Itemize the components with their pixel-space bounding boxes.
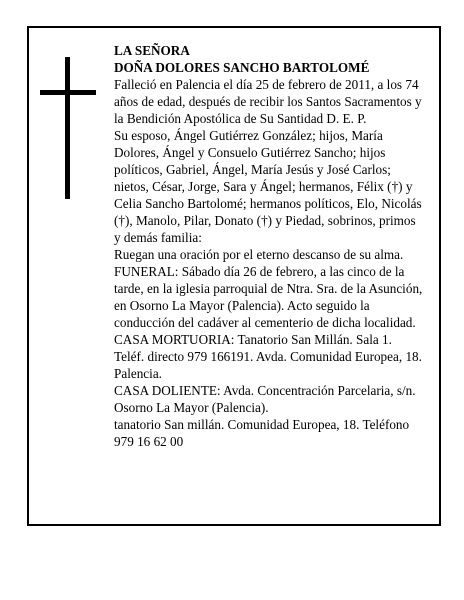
funeral-info: FUNERAL: Sábado día 26 de febrero, a las cinco de la tarde, en la iglesia parroquial de Ntra. Sra. de la Asunción, en Osorno La Mayor (Palencia). Acto seguido la conducción del cadáver al cementerio de dicha localidad.: [114, 264, 423, 330]
contact-info: tanatorio San millán. Comunidad Europea, 18. Teléfono 979 16 62 00: [114, 417, 410, 449]
mortuary-info: CASA MORTUORIA: Tanatorio San Millán. Sala 1. Teléf. directo 979 166191. Avda. Comunidad Europea, 18. Palencia.: [114, 332, 422, 381]
obituary-frame: [27, 26, 441, 526]
family-list: Su esposo, Ángel Gutiérrez González; hijos, María Dolores, Ángel y Consuelo Gutiérrez Sancho; hijos políticos, Gabriel, Ángel, María Jesús y José Carlos; nietos, César, Jorge, Sara y Ángel; hermanos, Félix (†) y Celia Sancho Bartolomé; hermanos políticos, Elo, Nicolás (†), Manolo, Pilar, Donato (†) y Piedad, sobrinos, primos y demás familia:: [114, 128, 422, 245]
cross-icon: [40, 57, 96, 199]
obituary-text: [114, 42, 424, 450]
death-announcement: Falleció en Palencia el día 25 de febrero de 2011, a los 74 años de edad, después de recibir los Santos Sacramentos y la Bendición Apostólica de Su Santidad D. E. P.: [114, 77, 422, 126]
prayer-request: Ruegan una oración por el eterno descanso de su alma.: [114, 247, 404, 262]
obituary-title: LA SEÑORA: [114, 43, 190, 58]
deceased-name: DOÑA DOLORES SANCHO BARTOLOMÉ: [114, 60, 370, 75]
family-home-info: CASA DOLIENTE: Avda. Concentración Parcelaria, s/n. Osorno La Mayor (Palencia).: [114, 383, 416, 415]
